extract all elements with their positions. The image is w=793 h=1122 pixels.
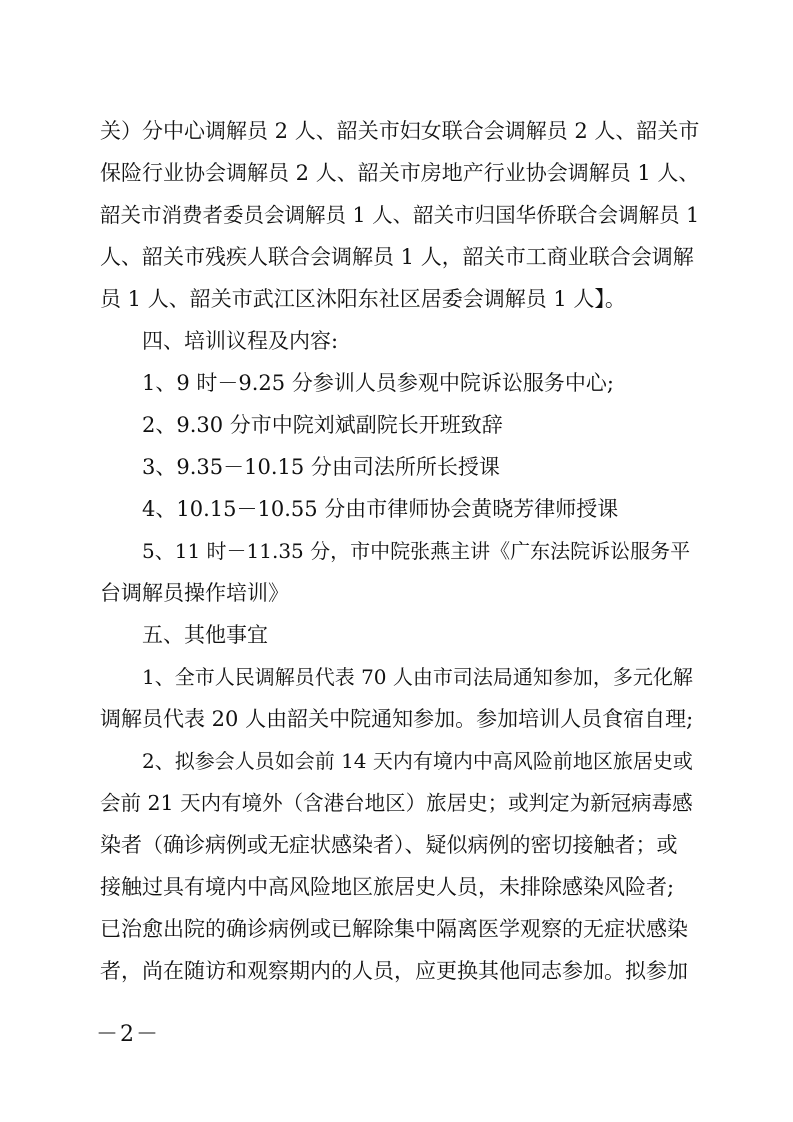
section-heading: 四、培训议程及内容: [142,329,339,353]
agenda-item: 3、9.35－10.15 分由司法所所长授课 [142,455,500,479]
agenda-item: 2、9.30 分市中院刘斌副院长开班致辞 [142,413,503,437]
paragraph-line: 已治愈出院的确诊病例或已解除集中隔离医学观察的无症状感染 [100,917,688,941]
paragraph-line: 关）分中心调解员 2 人、韶关市妇女联合会调解员 2 人、韶关市 [100,119,700,143]
agenda-item: 4、10.15－10.55 分由市律师协会黄晓芳律师授课 [142,497,619,521]
paragraph-line: 2、拟参会人员如会前 14 天内有境内中高风险前地区旅居史或 [142,749,693,773]
paragraph-line: 韶关市消费者委员会调解员 1 人、韶关市归国华侨联合会调解员 1 [100,203,700,227]
paragraph-line: 保险行业协会调解员 2 人、韶关市房地产行业协会调解员 1 人、 [100,161,700,185]
page-number: －2－ [96,1022,160,1047]
paragraph-line: 调解员代表 20 人由韶关中院通知参加。参加培训人员食宿自理; [100,707,694,731]
paragraph-line: 台调解员操作培训》 [100,581,289,605]
paragraph-line: 染者（确诊病例或无症状感染者）、疑似病例的密切接触者；或 [100,833,678,857]
agenda-item: 5、11 时－11.35 分，市中院张燕主讲《广东法院诉讼服务平 [142,539,691,563]
agenda-item: 1、9 时－9.25 分参训人员参观中院诉讼服务中心; [142,371,614,395]
paragraph-line: 者，尚在随访和观察期内的人员，应更换其他同志参加。拟参加 [100,959,688,983]
paragraph-line: 1、全市人民调解员代表 70 人由市司法局通知参加，多元化解 [142,665,693,689]
section-heading: 五、其他事宜 [142,623,268,647]
paragraph-line: 员 1 人、韶关市武江区沐阳东社区居委会调解员 1 人】。 [100,287,626,311]
paragraph-line: 人、韶关市残疾人联合会调解员 1 人，韶关市工商业联合会调解 [100,245,694,269]
paragraph-line: 会前 21 天内有境外（含港台地区）旅居史；或判定为新冠病毒感 [100,791,693,815]
paragraph-line: 接触过具有境内中高风险地区旅居史人员，未排除感染风险者; [100,875,675,899]
